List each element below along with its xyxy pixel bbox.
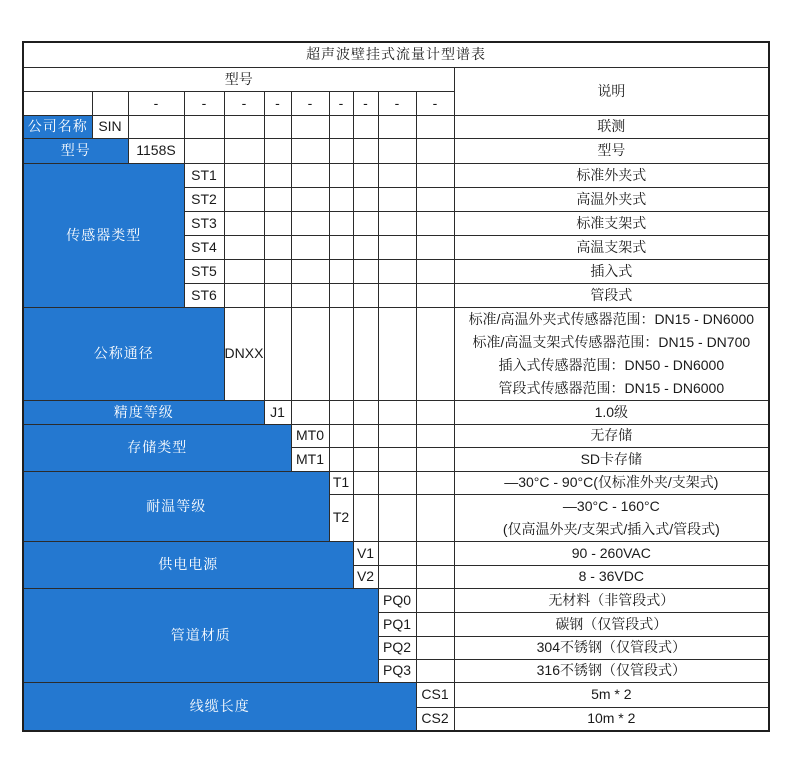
desc-t2-line: —30°C - 160°C xyxy=(562,497,660,514)
desc-v2: 8 - 36VDC xyxy=(454,565,769,588)
empty-cell xyxy=(291,163,329,187)
empty-cell xyxy=(224,259,264,283)
empty-cell xyxy=(128,115,184,138)
empty-cell xyxy=(264,307,291,400)
code-dnxx: DNXX xyxy=(224,307,264,400)
empty-cell xyxy=(329,187,353,211)
section-label-model: 型号 xyxy=(23,138,128,163)
code-t2: T2 xyxy=(329,494,353,541)
empty-cell xyxy=(353,138,378,163)
model-separator-dash: - xyxy=(184,91,224,115)
empty-cell xyxy=(224,211,264,235)
empty-cell xyxy=(353,424,378,447)
section-label-cable-length: 线缆长度 xyxy=(23,682,416,731)
desc-dnxx xyxy=(454,307,769,400)
empty-cell xyxy=(224,187,264,211)
desc-st5: 插入式 xyxy=(454,259,769,283)
empty-cell xyxy=(416,187,454,211)
empty-cell xyxy=(378,400,416,424)
desc-pq1: 碳钢（仅管段式） xyxy=(454,612,769,636)
empty-cell xyxy=(353,494,378,541)
empty-cell xyxy=(378,187,416,211)
empty-cell xyxy=(291,283,329,307)
section-label-sensor-type: 传感器类型 xyxy=(23,163,184,307)
empty-cell xyxy=(353,259,378,283)
empty-cell xyxy=(224,283,264,307)
empty-cell xyxy=(416,424,454,447)
empty-cell xyxy=(329,235,353,259)
section-label-storage-type: 存储类型 xyxy=(23,424,291,471)
desc-dnxx-line: 标准/高温支架式传感器范围：DN15 - DN700 xyxy=(472,333,751,350)
code-v1: V1 xyxy=(353,541,378,565)
dash-row-spacer xyxy=(23,91,92,115)
description-header: 说明 xyxy=(454,67,769,115)
code-cs2: CS2 xyxy=(416,707,454,731)
empty-cell xyxy=(416,235,454,259)
desc-dnxx-line: 管段式传感器范围：DN15 - DN6000 xyxy=(498,379,725,396)
desc-mt0: 无存储 xyxy=(454,424,769,447)
empty-cell xyxy=(329,211,353,235)
model-spectrum-table xyxy=(22,41,770,732)
empty-cell xyxy=(291,400,329,424)
code-pq1: PQ1 xyxy=(378,612,416,636)
empty-cell xyxy=(416,588,454,612)
empty-cell xyxy=(264,115,291,138)
dash-row-spacer xyxy=(92,91,128,115)
empty-cell xyxy=(416,283,454,307)
empty-cell xyxy=(378,259,416,283)
code-st2: ST2 xyxy=(184,187,224,211)
code-st3: ST3 xyxy=(184,211,224,235)
desc-st3: 标准支架式 xyxy=(454,211,769,235)
table-title: 超声波壁挂式流量计型谱表 xyxy=(23,42,769,67)
model-separator-dash: - xyxy=(416,91,454,115)
model-separator-dash: - xyxy=(291,91,329,115)
empty-cell xyxy=(353,307,378,400)
empty-cell xyxy=(329,115,353,138)
empty-cell xyxy=(291,138,329,163)
model-header: 型号 xyxy=(23,67,454,91)
empty-cell xyxy=(416,138,454,163)
empty-cell xyxy=(378,307,416,400)
model-separator-dash: - xyxy=(378,91,416,115)
empty-cell xyxy=(378,424,416,447)
empty-cell xyxy=(224,163,264,187)
empty-cell xyxy=(353,187,378,211)
desc-company: 联测 xyxy=(454,115,769,138)
empty-cell xyxy=(353,283,378,307)
empty-cell xyxy=(329,307,353,400)
empty-cell xyxy=(353,235,378,259)
model-separator-dash: - xyxy=(264,91,291,115)
desc-st4: 高温支架式 xyxy=(454,235,769,259)
empty-cell xyxy=(378,447,416,471)
empty-cell xyxy=(416,115,454,138)
section-label-nominal-diameter: 公称通径 xyxy=(23,307,224,400)
empty-cell xyxy=(329,283,353,307)
empty-cell xyxy=(291,187,329,211)
section-label-temperature-class: 耐温等级 xyxy=(23,471,329,541)
empty-cell xyxy=(184,138,224,163)
code-mt1: MT1 xyxy=(291,447,329,471)
empty-cell xyxy=(416,400,454,424)
empty-cell xyxy=(416,659,454,682)
empty-cell xyxy=(291,259,329,283)
section-label-power-supply: 供电电源 xyxy=(23,541,353,588)
code-pq0: PQ0 xyxy=(378,588,416,612)
desc-cs1: 5m * 2 xyxy=(454,682,769,707)
desc-dnxx-line: 插入式传感器范围：DN50 - DN6000 xyxy=(498,356,725,373)
code-1158s: 1158S xyxy=(128,138,184,163)
empty-cell xyxy=(264,163,291,187)
empty-cell xyxy=(329,447,353,471)
empty-cell xyxy=(416,494,454,541)
empty-cell xyxy=(353,115,378,138)
desc-st6: 管段式 xyxy=(454,283,769,307)
empty-cell xyxy=(416,307,454,400)
code-t1: T1 xyxy=(329,471,353,494)
model-separator-dash: - xyxy=(353,91,378,115)
desc-t1: —30°C - 90°C(仅标准外夹/支架式) xyxy=(454,471,769,494)
empty-cell xyxy=(264,235,291,259)
code-st4: ST4 xyxy=(184,235,224,259)
desc-pq3: 316不锈钢（仅管段式） xyxy=(454,659,769,682)
empty-cell xyxy=(264,138,291,163)
empty-cell xyxy=(416,541,454,565)
empty-cell xyxy=(416,447,454,471)
empty-cell xyxy=(329,163,353,187)
empty-cell xyxy=(291,307,329,400)
code-pq3: PQ3 xyxy=(378,659,416,682)
desc-t2 xyxy=(454,494,769,541)
section-label-accuracy-class: 精度等级 xyxy=(23,400,264,424)
empty-cell xyxy=(224,115,264,138)
empty-cell xyxy=(416,565,454,588)
code-mt0: MT0 xyxy=(291,424,329,447)
empty-cell xyxy=(353,211,378,235)
code-v2: V2 xyxy=(353,565,378,588)
empty-cell xyxy=(416,259,454,283)
empty-cell xyxy=(264,259,291,283)
desc-st2: 高温外夹式 xyxy=(454,187,769,211)
code-cs1: CS1 xyxy=(416,682,454,707)
code-j1: J1 xyxy=(264,400,291,424)
desc-st1: 标准外夹式 xyxy=(454,163,769,187)
section-label-company: 公司名称 xyxy=(23,115,92,138)
empty-cell xyxy=(378,541,416,565)
empty-cell xyxy=(329,400,353,424)
empty-cell xyxy=(329,424,353,447)
desc-model: 型号 xyxy=(454,138,769,163)
empty-cell xyxy=(378,211,416,235)
empty-cell xyxy=(353,447,378,471)
empty-cell xyxy=(329,138,353,163)
empty-cell xyxy=(378,163,416,187)
empty-cell xyxy=(416,612,454,636)
model-separator-dash: - xyxy=(224,91,264,115)
desc-v1: 90 - 260VAC xyxy=(454,541,769,565)
desc-dnxx-line: 标准/高温外夹式传感器范围：DN15 - DN6000 xyxy=(468,310,755,327)
empty-cell xyxy=(329,259,353,283)
code-st5: ST5 xyxy=(184,259,224,283)
empty-cell xyxy=(224,235,264,259)
empty-cell xyxy=(353,400,378,424)
empty-cell xyxy=(416,636,454,659)
empty-cell xyxy=(378,138,416,163)
desc-t2-line: (仅高温外夹/支架式/插入式/管段式) xyxy=(502,520,720,537)
empty-cell xyxy=(378,565,416,588)
empty-cell xyxy=(353,163,378,187)
empty-cell xyxy=(416,471,454,494)
empty-cell xyxy=(224,138,264,163)
code-st6: ST6 xyxy=(184,283,224,307)
empty-cell xyxy=(264,187,291,211)
empty-cell xyxy=(291,115,329,138)
empty-cell xyxy=(416,211,454,235)
model-separator-dash: - xyxy=(128,91,184,115)
code-sin: SIN xyxy=(92,115,128,138)
empty-cell xyxy=(416,163,454,187)
empty-cell xyxy=(291,235,329,259)
empty-cell xyxy=(378,283,416,307)
desc-pq0: 无材料（非管段式） xyxy=(454,588,769,612)
empty-cell xyxy=(378,494,416,541)
desc-pq2: 304不锈钢（仅管段式） xyxy=(454,636,769,659)
empty-cell xyxy=(378,471,416,494)
empty-cell xyxy=(291,211,329,235)
empty-cell xyxy=(264,211,291,235)
empty-cell xyxy=(184,115,224,138)
code-pq2: PQ2 xyxy=(378,636,416,659)
section-label-pipe-material: 管道材质 xyxy=(23,588,378,682)
desc-cs2: 10m * 2 xyxy=(454,707,769,731)
desc-j1: 1.0级 xyxy=(454,400,769,424)
model-separator-dash: - xyxy=(329,91,353,115)
empty-cell xyxy=(264,283,291,307)
code-st1: ST1 xyxy=(184,163,224,187)
empty-cell xyxy=(353,471,378,494)
desc-mt1: SD卡存储 xyxy=(454,447,769,471)
empty-cell xyxy=(378,235,416,259)
empty-cell xyxy=(378,115,416,138)
